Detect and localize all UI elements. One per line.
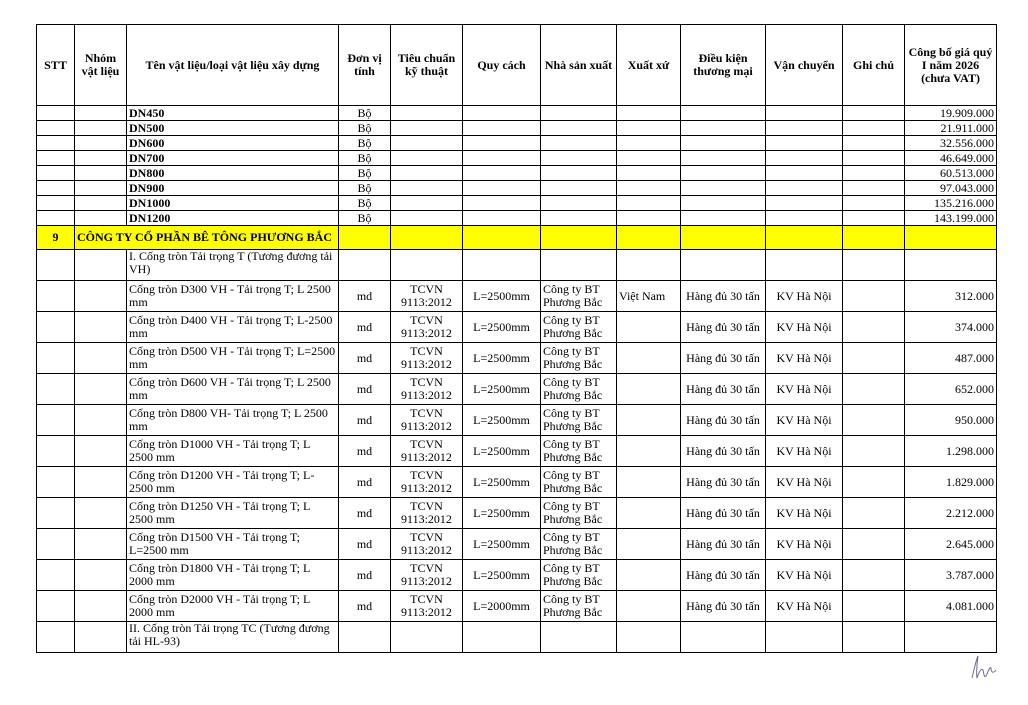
- item-price: 3.787.000: [905, 560, 997, 591]
- item-manufacturer: Công ty BT Phương Bắc: [541, 560, 617, 591]
- item-name: Cống tròn D300 VH - Tải trọng T; L 2500 mm: [127, 281, 339, 312]
- item-unit: md: [339, 405, 391, 436]
- section-row: [37, 250, 997, 281]
- item-spec: L=2500mm: [463, 343, 541, 374]
- item-spec: L=2500mm: [463, 498, 541, 529]
- dn-name: DN450: [127, 106, 339, 121]
- header-unit: Đơn vị tính: [339, 25, 391, 106]
- item-note: [843, 436, 905, 467]
- item-manufacturer: Công ty BT Phương Bắc: [541, 529, 617, 560]
- item-spec: L=2500mm: [463, 281, 541, 312]
- item-standard: TCVN 9113:2012: [391, 405, 463, 436]
- table-row: [37, 196, 997, 211]
- group-cell: [75, 281, 127, 312]
- item-spec: L=2500mm: [463, 312, 541, 343]
- item-standard: TCVN 9113:2012: [391, 343, 463, 374]
- item-standard: TCVN 9113:2012: [391, 591, 463, 622]
- item-standard: TCVN 9113:2012: [391, 498, 463, 529]
- dn-unit: Bộ: [339, 121, 391, 136]
- group-cell: [75, 560, 127, 591]
- table-row: [37, 151, 997, 166]
- item-standard: TCVN 9113:2012: [391, 529, 463, 560]
- dn-unit: Bộ: [339, 196, 391, 211]
- item-origin: [617, 436, 681, 467]
- item-standard: TCVN 9113:2012: [391, 374, 463, 405]
- item-name: Cống tròn D1250 VH - Tải trọng T; L 2500 mm: [127, 498, 339, 529]
- item-unit: md: [339, 312, 391, 343]
- item-name: Cống tròn D1500 VH - Tải trọng T; L=2500 mm: [127, 529, 339, 560]
- table-row: [37, 312, 997, 343]
- item-transport: KV Hà Nội: [766, 560, 843, 591]
- table-row: [37, 136, 997, 151]
- dn-name: DN1000: [127, 196, 339, 211]
- item-origin: Việt Nam: [617, 281, 681, 312]
- group-cell: [75, 498, 127, 529]
- item-terms: Hàng đủ 30 tấn: [681, 498, 766, 529]
- dn-price: 135.216.000: [905, 196, 997, 211]
- item-name: Cống tròn D1000 VH - Tải trọng T; L 2500 mm: [127, 436, 339, 467]
- item-transport: KV Hà Nội: [766, 591, 843, 622]
- item-terms: Hàng đủ 30 tấn: [681, 343, 766, 374]
- item-price: 652.000: [905, 374, 997, 405]
- item-transport: KV Hà Nội: [766, 498, 843, 529]
- price-table: [36, 24, 997, 653]
- item-note: [843, 591, 905, 622]
- item-transport: KV Hà Nội: [766, 405, 843, 436]
- item-price: 2.645.000: [905, 529, 997, 560]
- item-transport: KV Hà Nội: [766, 529, 843, 560]
- item-transport: KV Hà Nội: [766, 343, 843, 374]
- table-row: [37, 181, 997, 196]
- item-manufacturer: Công ty BT Phương Bắc: [541, 498, 617, 529]
- header-spec: Quy cách: [463, 25, 541, 106]
- item-manufacturer: Công ty BT Phương Bắc: [541, 374, 617, 405]
- item-standard: TCVN 9113:2012: [391, 312, 463, 343]
- section-title: II. Cống tròn Tải trọng TC (Tương đương tải HL-93): [127, 622, 339, 653]
- item-manufacturer: Công ty BT Phương Bắc: [541, 343, 617, 374]
- table-row: [37, 343, 997, 374]
- company-stt: 9: [37, 226, 75, 250]
- dn-unit: Bộ: [339, 106, 391, 121]
- item-note: [843, 467, 905, 498]
- item-unit: md: [339, 467, 391, 498]
- item-transport: KV Hà Nội: [766, 436, 843, 467]
- item-price: 4.081.000: [905, 591, 997, 622]
- group-cell: [75, 467, 127, 498]
- table-row: [37, 436, 997, 467]
- item-origin: [617, 343, 681, 374]
- stt-cell: [37, 405, 75, 436]
- dn-unit: Bộ: [339, 136, 391, 151]
- header-group: Nhóm vật liệu: [75, 25, 127, 106]
- item-manufacturer: Công ty BT Phương Bắc: [541, 467, 617, 498]
- header-note: Ghi chú: [843, 25, 905, 106]
- table-row: [37, 529, 997, 560]
- item-name: Cống tròn D400 VH - Tải trọng T; L-2500 mm: [127, 312, 339, 343]
- item-price: 487.000: [905, 343, 997, 374]
- table-row: [37, 166, 997, 181]
- item-spec: L=2500mm: [463, 529, 541, 560]
- item-manufacturer: Công ty BT Phương Bắc: [541, 405, 617, 436]
- item-transport: KV Hà Nội: [766, 312, 843, 343]
- group-cell: [75, 405, 127, 436]
- item-origin: [617, 312, 681, 343]
- item-origin: [617, 591, 681, 622]
- handwritten-signature-icon: [966, 652, 998, 682]
- item-terms: Hàng đủ 30 tấn: [681, 436, 766, 467]
- stt-cell: [37, 591, 75, 622]
- item-terms: Hàng đủ 30 tấn: [681, 312, 766, 343]
- item-terms: Hàng đủ 30 tấn: [681, 405, 766, 436]
- table-row: [37, 467, 997, 498]
- item-unit: md: [339, 281, 391, 312]
- item-standard: TCVN 9113:2012: [391, 281, 463, 312]
- item-unit: md: [339, 374, 391, 405]
- table-row: [37, 121, 997, 136]
- item-note: [843, 343, 905, 374]
- header-standard: Tiêu chuẩn kỹ thuật: [391, 25, 463, 106]
- item-terms: Hàng đủ 30 tấn: [681, 560, 766, 591]
- company-name: CÔNG TY CỔ PHẦN BÊ TÔNG PHƯƠNG BẮC: [75, 226, 339, 250]
- item-unit: md: [339, 529, 391, 560]
- group-cell: [75, 436, 127, 467]
- item-spec: L=2500mm: [463, 374, 541, 405]
- item-spec: L=2500mm: [463, 436, 541, 467]
- group-cell: [75, 343, 127, 374]
- dn-price: 32.556.000: [905, 136, 997, 151]
- dn-price: 46.649.000: [905, 151, 997, 166]
- stt-cell: [37, 498, 75, 529]
- item-standard: TCVN 9113:2012: [391, 436, 463, 467]
- item-price: 1.829.000: [905, 467, 997, 498]
- item-spec: L=2500mm: [463, 560, 541, 591]
- stt-cell: [37, 281, 75, 312]
- item-terms: Hàng đủ 30 tấn: [681, 591, 766, 622]
- table-row: [37, 211, 997, 226]
- header-terms: Điều kiện thương mại: [681, 25, 766, 106]
- dn-unit: Bộ: [339, 181, 391, 196]
- item-terms: Hàng đủ 30 tấn: [681, 281, 766, 312]
- item-manufacturer: Công ty BT Phương Bắc: [541, 591, 617, 622]
- item-origin: [617, 467, 681, 498]
- dn-price: 60.513.000: [905, 166, 997, 181]
- section-row: [37, 622, 997, 653]
- table-row: [37, 591, 997, 622]
- stt-cell: [37, 560, 75, 591]
- item-unit: md: [339, 436, 391, 467]
- table-header-row: [37, 25, 997, 106]
- stt-cell: [37, 467, 75, 498]
- item-price: 312.000: [905, 281, 997, 312]
- group-cell: [75, 591, 127, 622]
- item-standard: TCVN 9113:2012: [391, 560, 463, 591]
- item-manufacturer: Công ty BT Phương Bắc: [541, 312, 617, 343]
- dn-price: 21.911.000: [905, 121, 997, 136]
- stt-cell: [37, 343, 75, 374]
- dn-name: DN800: [127, 166, 339, 181]
- item-note: [843, 560, 905, 591]
- stt-cell: [37, 312, 75, 343]
- item-origin: [617, 529, 681, 560]
- item-unit: md: [339, 591, 391, 622]
- dn-unit: Bộ: [339, 166, 391, 181]
- item-name: Cống tròn D2000 VH - Tải trọng T; L 2000 mm: [127, 591, 339, 622]
- header-stt: STT: [37, 25, 75, 106]
- dn-name: DN1200: [127, 211, 339, 226]
- item-spec: L=2500mm: [463, 405, 541, 436]
- header-name: Tên vật liệu/loại vật liệu xây dựng: [127, 25, 339, 106]
- table-row: [37, 281, 997, 312]
- group-cell: [75, 529, 127, 560]
- item-price: 374.000: [905, 312, 997, 343]
- dn-price: 19.909.000: [905, 106, 997, 121]
- item-note: [843, 498, 905, 529]
- item-terms: Hàng đủ 30 tấn: [681, 529, 766, 560]
- stt-cell: [37, 436, 75, 467]
- dn-price: 143.199.000: [905, 211, 997, 226]
- header-price: Công bố giá quý I năm 2026 (chưa VAT): [905, 25, 997, 106]
- item-spec: L=2000mm: [463, 591, 541, 622]
- stt-cell: [37, 529, 75, 560]
- item-manufacturer: Công ty BT Phương Bắc: [541, 436, 617, 467]
- header-origin: Xuất xứ: [617, 25, 681, 106]
- item-manufacturer: Công ty BT Phương Bắc: [541, 281, 617, 312]
- dn-name: DN900: [127, 181, 339, 196]
- stt-cell: [37, 374, 75, 405]
- item-unit: md: [339, 343, 391, 374]
- item-name: Cống tròn D1200 VH - Tải trọng T; L-2500 mm: [127, 467, 339, 498]
- table-row: [37, 498, 997, 529]
- item-name: Cống tròn D500 VH - Tải trọng T; L=2500 mm: [127, 343, 339, 374]
- table-row: [37, 374, 997, 405]
- table-row: [37, 106, 997, 121]
- item-spec: L=2500mm: [463, 467, 541, 498]
- item-transport: KV Hà Nội: [766, 374, 843, 405]
- item-transport: KV Hà Nội: [766, 467, 843, 498]
- dn-price: 97.043.000: [905, 181, 997, 196]
- item-origin: [617, 374, 681, 405]
- item-origin: [617, 498, 681, 529]
- item-note: [843, 405, 905, 436]
- section-title: I. Cống tròn Tải trọng T (Tương đương tải VH): [127, 250, 339, 281]
- item-unit: md: [339, 560, 391, 591]
- dn-unit: Bộ: [339, 211, 391, 226]
- header-manufacturer: Nhà sản xuất: [541, 25, 617, 106]
- item-note: [843, 374, 905, 405]
- item-price: 1.298.000: [905, 436, 997, 467]
- item-transport: KV Hà Nội: [766, 281, 843, 312]
- item-name: Cống tròn D1800 VH - Tải trọng T; L 2000 mm: [127, 560, 339, 591]
- dn-name: DN500: [127, 121, 339, 136]
- table-row: [37, 405, 997, 436]
- item-price: 950.000: [905, 405, 997, 436]
- item-terms: Hàng đủ 30 tấn: [681, 374, 766, 405]
- item-terms: Hàng đủ 30 tấn: [681, 467, 766, 498]
- group-cell: [75, 312, 127, 343]
- item-price: 2.212.000: [905, 498, 997, 529]
- table-row: [37, 560, 997, 591]
- header-transport: Vận chuyển: [766, 25, 843, 106]
- group-cell: [75, 374, 127, 405]
- item-note: [843, 281, 905, 312]
- item-unit: md: [339, 498, 391, 529]
- item-standard: TCVN 9113:2012: [391, 467, 463, 498]
- company-row: [37, 226, 997, 250]
- dn-name: DN600: [127, 136, 339, 151]
- dn-unit: Bộ: [339, 151, 391, 166]
- item-note: [843, 312, 905, 343]
- item-note: [843, 529, 905, 560]
- item-origin: [617, 560, 681, 591]
- item-name: Cống tròn D600 VH - Tải trọng T; L 2500 mm: [127, 374, 339, 405]
- item-name: Cống tròn D800 VH- Tải trọng T; L 2500 mm: [127, 405, 339, 436]
- item-origin: [617, 405, 681, 436]
- dn-name: DN700: [127, 151, 339, 166]
